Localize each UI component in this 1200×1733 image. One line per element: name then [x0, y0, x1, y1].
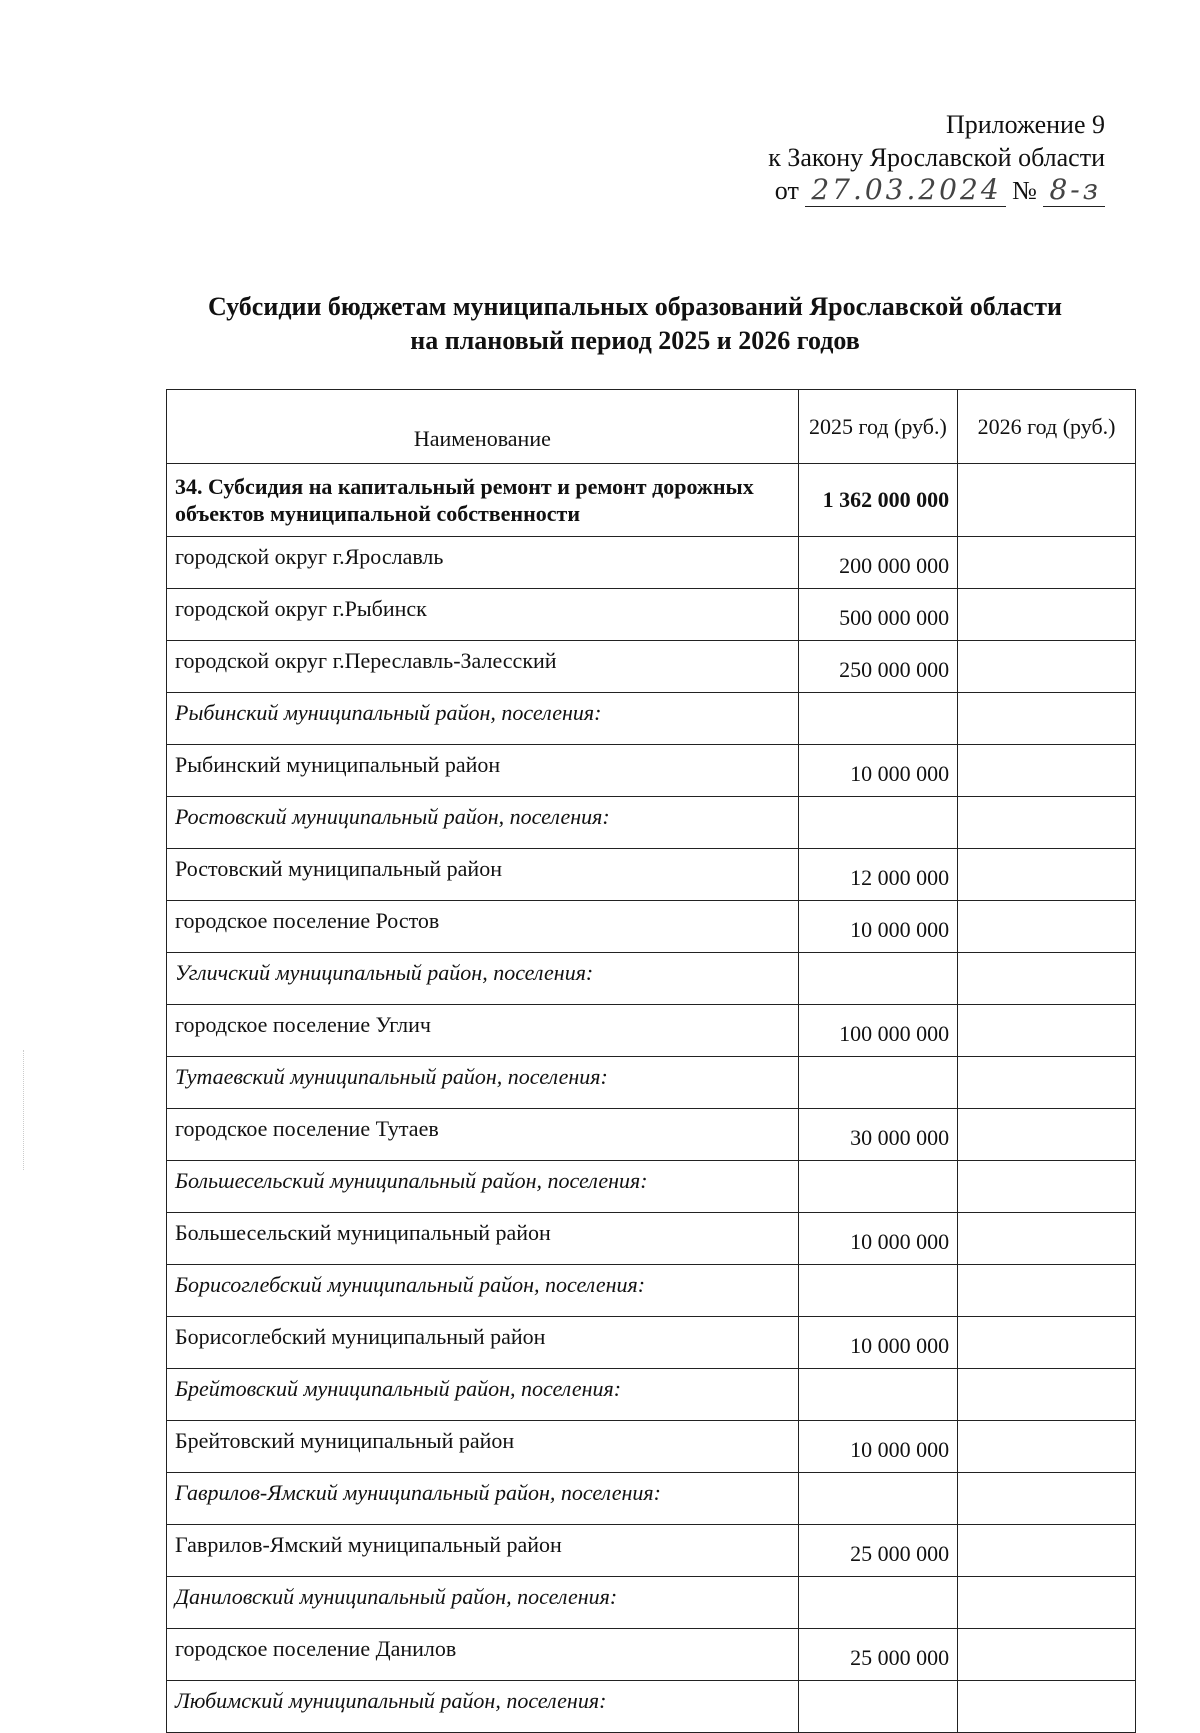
scan-artifact: [23, 1050, 26, 1170]
table-row: [167, 537, 1136, 589]
row-name: Рыбинский муниципальный район, поселения:: [167, 693, 799, 745]
row-name: городское поселение Углич: [167, 1005, 799, 1057]
row-value-2026: [958, 849, 1136, 901]
column-header-name: Наименование: [167, 390, 799, 464]
row-value-2026: [958, 589, 1136, 641]
row-value-2026: [958, 1213, 1136, 1265]
row-value-2025: 10 000 000: [798, 901, 957, 953]
row-value-2026: [958, 1421, 1136, 1473]
row-name: Ростовский муниципальный район, поселения:: [167, 797, 799, 849]
row-value-2026: [958, 1629, 1136, 1681]
row-value-2026: [958, 1057, 1136, 1109]
row-value-2025: [798, 1473, 957, 1525]
row-value-2026: [958, 901, 1136, 953]
row-value-2025: [798, 1681, 957, 1733]
group-heading-row: [167, 1057, 1136, 1109]
row-name: городской округ г.Ярославль: [167, 537, 799, 589]
row-value-2025: 200 000 000: [798, 537, 957, 589]
group-heading-row: [167, 1161, 1136, 1213]
table-row: [167, 1005, 1136, 1057]
row-value-2025: 500 000 000: [798, 589, 957, 641]
table-row: [167, 1525, 1136, 1577]
row-name: Гаврилов-Ямский муниципальный район, поселения:: [167, 1473, 799, 1525]
row-name: Даниловский муниципальный район, поселения:: [167, 1577, 799, 1629]
row-value-2025: 10 000 000: [798, 1213, 957, 1265]
row-value-2025: 25 000 000: [798, 1525, 957, 1577]
row-value-2025: 25 000 000: [798, 1629, 957, 1681]
row-name: Рыбинский муниципальный район: [167, 745, 799, 797]
row-value-2026: [958, 1109, 1136, 1161]
row-value-2026: [958, 1005, 1136, 1057]
appendix-block: [768, 108, 1105, 207]
row-value-2026: [958, 641, 1136, 693]
section-value-2025: 1 362 000 000: [798, 464, 957, 537]
group-heading-row: [167, 1369, 1136, 1421]
row-name: Тутаевский муниципальный район, поселения:: [167, 1057, 799, 1109]
row-value-2026: [958, 693, 1136, 745]
row-value-2025: [798, 1265, 957, 1317]
section-value-2026: [958, 464, 1136, 537]
group-heading-row: [167, 693, 1136, 745]
row-value-2026: [958, 1265, 1136, 1317]
row-value-2026: [958, 797, 1136, 849]
row-name: городской округ г.Рыбинск: [167, 589, 799, 641]
table-row: [167, 641, 1136, 693]
row-value-2025: 12 000 000: [798, 849, 957, 901]
row-value-2026: [958, 1525, 1136, 1577]
row-value-2026: [958, 1161, 1136, 1213]
table-row: [167, 589, 1136, 641]
row-name: городское поселение Тутаев: [167, 1109, 799, 1161]
table-row: [167, 1629, 1136, 1681]
row-value-2025: 10 000 000: [798, 745, 957, 797]
group-heading-row: [167, 797, 1136, 849]
title-line-1: Субсидии бюджетам муниципальных образований Ярославской области: [208, 292, 1062, 321]
row-name: Брейтовский муниципальный район: [167, 1421, 799, 1473]
row-value-2025: [798, 1369, 957, 1421]
table-row: [167, 1317, 1136, 1369]
group-heading-row: [167, 1265, 1136, 1317]
row-value-2026: [958, 1369, 1136, 1421]
row-name: Большесельский муниципальный район, поселения:: [167, 1161, 799, 1213]
row-value-2025: 30 000 000: [798, 1109, 957, 1161]
group-heading-row: [167, 1577, 1136, 1629]
row-value-2026: [958, 1473, 1136, 1525]
row-value-2026: [958, 745, 1136, 797]
subsidies-table: [166, 389, 1136, 1733]
row-value-2025: 250 000 000: [798, 641, 957, 693]
column-header-2025: 2025 год (руб.): [798, 390, 957, 464]
date-number-line: [768, 174, 1105, 207]
row-value-2025: 10 000 000: [798, 1317, 957, 1369]
section-row: [167, 464, 1136, 537]
row-value-2026: [958, 953, 1136, 1005]
row-name: Угличский муниципальный район, поселения:: [167, 953, 799, 1005]
row-value-2025: [798, 1577, 957, 1629]
group-heading-row: [167, 1473, 1136, 1525]
document-title: [150, 290, 1120, 358]
row-name: Борисоглебский муниципальный район: [167, 1317, 799, 1369]
row-value-2025: [798, 1161, 957, 1213]
table-row: [167, 849, 1136, 901]
row-name: городское поселение Данилов: [167, 1629, 799, 1681]
date-prefix: от: [774, 176, 799, 205]
row-value-2026: [958, 1681, 1136, 1733]
number-prefix: №: [1012, 176, 1037, 205]
row-value-2026: [958, 1317, 1136, 1369]
row-value-2025: [798, 797, 957, 849]
table-row: [167, 1421, 1136, 1473]
row-name: Ростовский муниципальный район: [167, 849, 799, 901]
row-value-2025: 10 000 000: [798, 1421, 957, 1473]
group-heading-row: [167, 1681, 1136, 1733]
row-value-2025: [798, 1057, 957, 1109]
table-row: [167, 1109, 1136, 1161]
row-value-2025: 100 000 000: [798, 1005, 957, 1057]
appendix-title: Приложение 9: [945, 110, 1105, 139]
row-value-2025: [798, 953, 957, 1005]
table-row: [167, 901, 1136, 953]
row-name: Большесельский муниципальный район: [167, 1213, 799, 1265]
table-header-row: [167, 390, 1136, 464]
row-name: Брейтовский муниципальный район, поселения:: [167, 1369, 799, 1421]
title-line-2: на плановый период 2025 и 2026 годов: [410, 326, 860, 355]
handwritten-number: 8-з: [1043, 173, 1105, 207]
row-value-2026: [958, 537, 1136, 589]
row-name: Гаврилов-Ямский муниципальный район: [167, 1525, 799, 1577]
law-reference: к Закону Ярославской области: [768, 143, 1105, 172]
row-name: Любимский муниципальный район, поселения:: [167, 1681, 799, 1733]
row-value-2025: [798, 693, 957, 745]
table-row: [167, 745, 1136, 797]
group-heading-row: [167, 953, 1136, 1005]
row-name: городской округ г.Переславль-Залесский: [167, 641, 799, 693]
row-name: Борисоглебский муниципальный район, поселения:: [167, 1265, 799, 1317]
column-header-2026: 2026 год (руб.): [958, 390, 1136, 464]
table-row: [167, 1213, 1136, 1265]
row-value-2026: [958, 1577, 1136, 1629]
handwritten-date: 27.03.2024: [805, 173, 1005, 207]
section-name: 34. Субсидия на капитальный ремонт и ремонт дорожных объектов муниципальной собственности: [167, 464, 799, 537]
row-name: городское поселение Ростов: [167, 901, 799, 953]
